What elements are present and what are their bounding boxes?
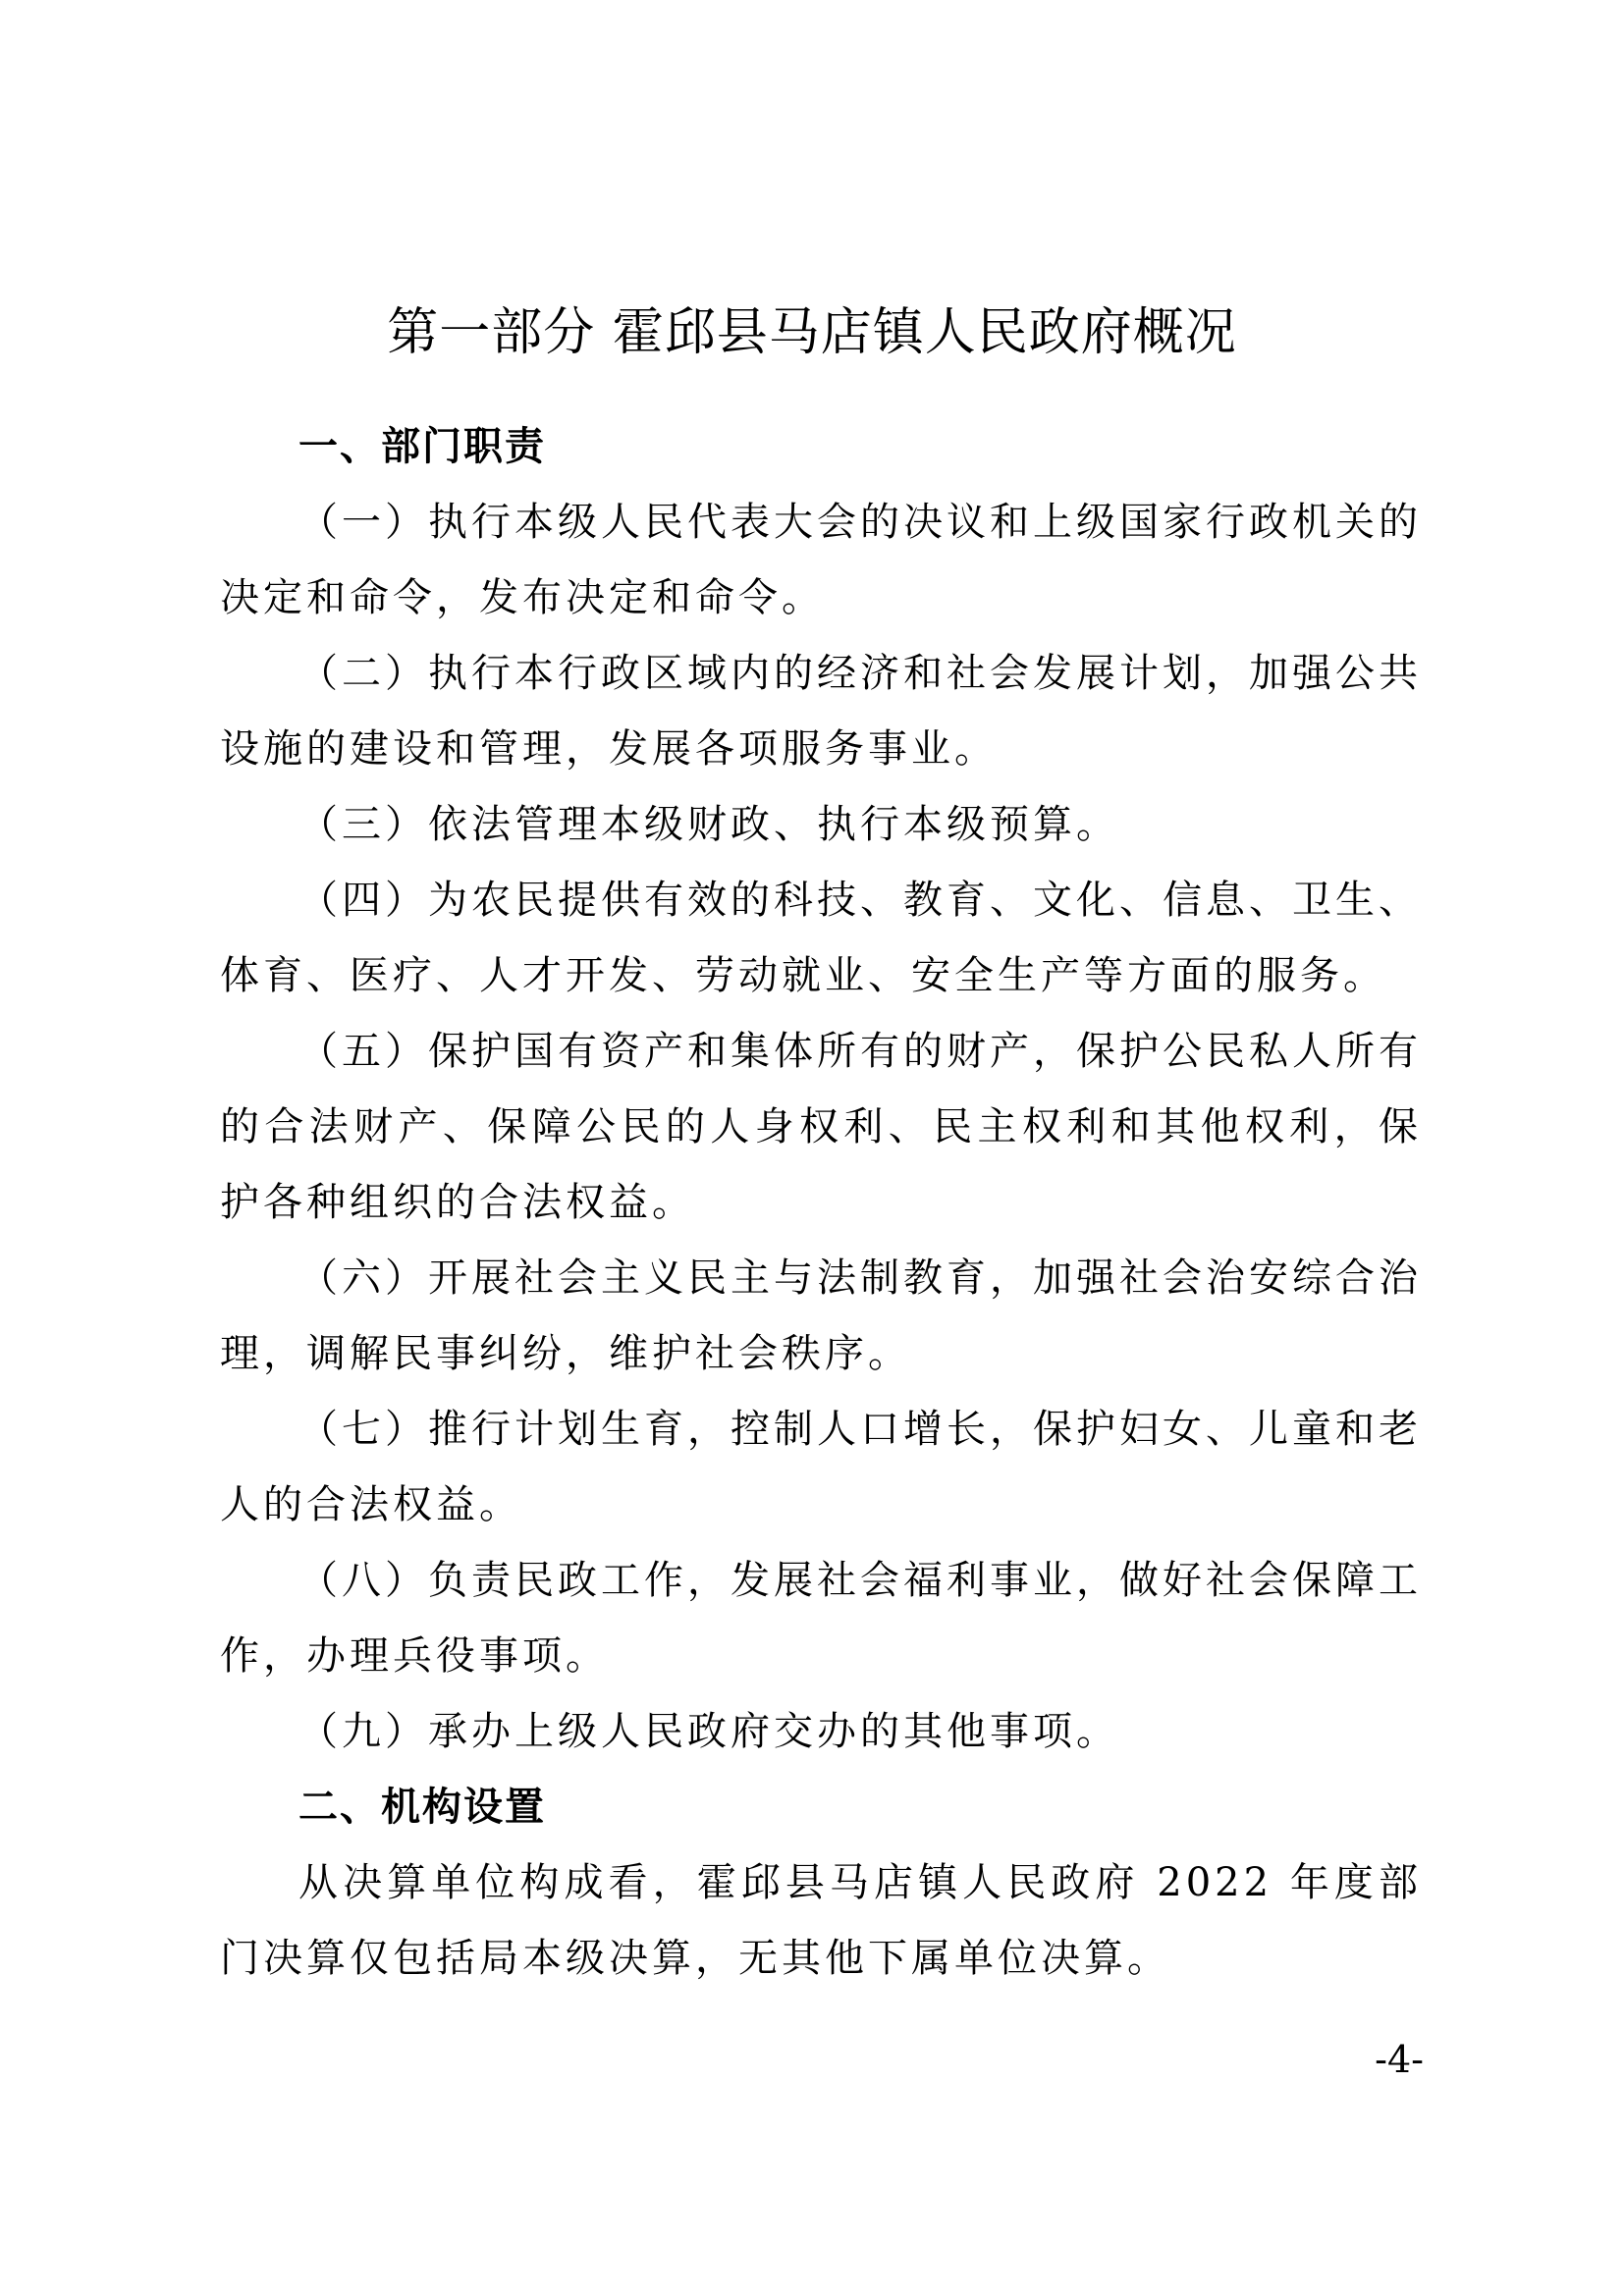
section-heading-organization: 二、机构设置 bbox=[298, 1785, 546, 1830]
duty-paragraph-6: （六）开展社会主义民主与法制教育，加强社会治安综合治理，调解民事纠纷，维护社会秩序。 bbox=[220, 1255, 1422, 1376]
section-heading-duties: 一、部门职责 bbox=[298, 424, 546, 469]
duty-paragraph-7: （七）推行计划生育，控制人口增长，保护妇女、儿童和老人的合法权益。 bbox=[220, 1407, 1422, 1527]
duty-paragraph-8: （八）负责民政工作，发展社会福利事业，做好社会保障工作，办理兵役事项。 bbox=[220, 1558, 1422, 1679]
document-body bbox=[220, 409, 1422, 1997]
duty-paragraph-4: （四）为农民提供有效的科技、教育、文化、信息、卫生、体育、医疗、人才开发、劳动就业、安全生产等方面的服务。 bbox=[220, 878, 1422, 998]
duty-paragraph-1: （一）执行本级人民代表大会的决议和上级国家行政机关的决定和命令，发布决定和命令。 bbox=[220, 500, 1422, 620]
page-number: -4- bbox=[1375, 2038, 1424, 2081]
duty-paragraph-5: （五）保护国有资产和集体所有的财产，保护公民私人所有的合法财产、保障公民的人身权利、民主权利和其他权利，保护各种组织的合法权益。 bbox=[220, 1029, 1422, 1225]
page-title: 第一部分 霍邱县马店镇人民政府概况 bbox=[387, 303, 1237, 362]
duty-paragraph-9: （九）承办上级人民政府交办的其他事项。 bbox=[298, 1709, 1119, 1754]
organization-paragraph: 从决算单位构成看，霍邱县马店镇人民政府 2022 年度部门决算仅包括局本级决算，无其他下属单位决算。 bbox=[220, 1860, 1422, 1981]
duty-paragraph-3: （三）依法管理本级财政、执行本级预算。 bbox=[298, 802, 1119, 847]
duty-paragraph-2: （二）执行本行政区域内的经济和社会发展计划，加强公共设施的建设和管理，发展各项服务事业。 bbox=[220, 651, 1422, 772]
